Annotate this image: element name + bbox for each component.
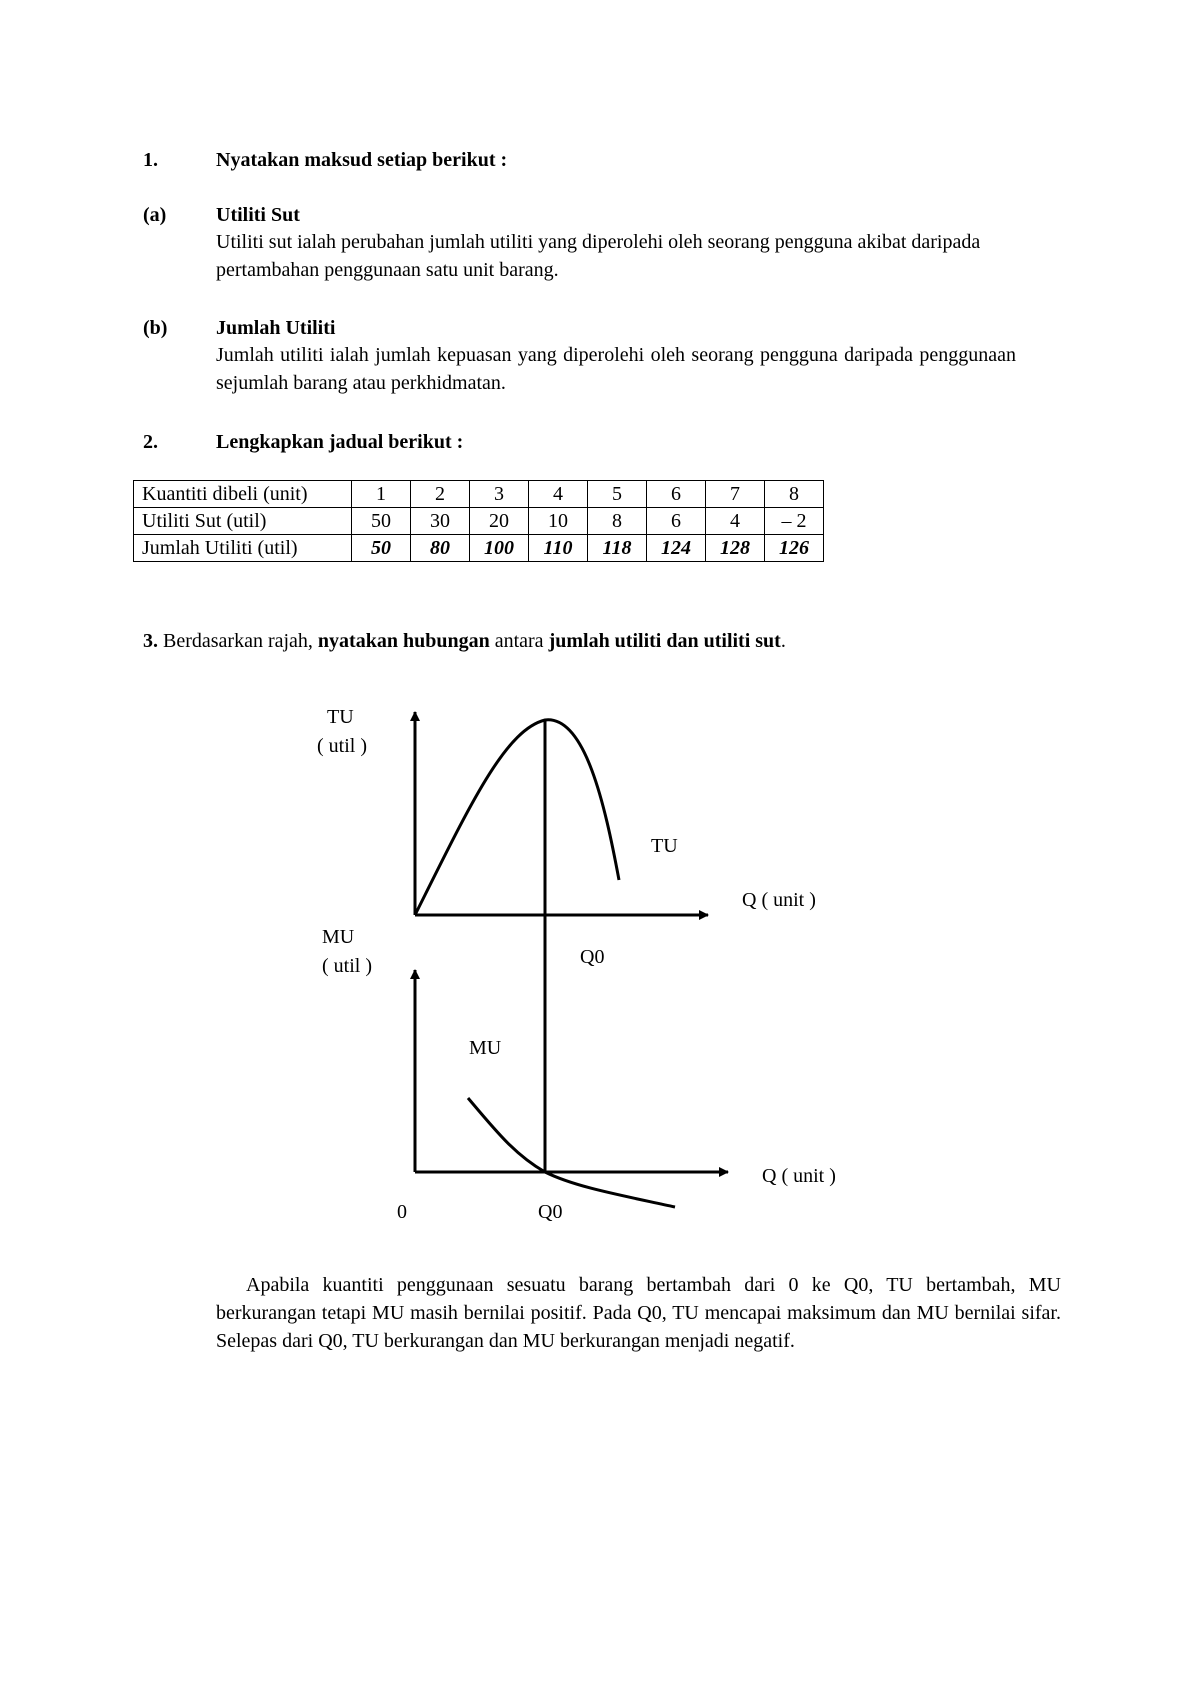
q3-text-part: Berdasarkan rajah, (158, 630, 318, 652)
table-cell: 5 (588, 481, 647, 508)
table-cell: 30 (411, 508, 470, 535)
mu-curve (468, 1098, 675, 1207)
table-cell: 110 (529, 535, 588, 562)
table-cell: 6 (647, 481, 706, 508)
q3-text-part: antara (489, 630, 549, 652)
q2-heading: Lengkapkan jadual berikut : (216, 431, 464, 453)
table-cell: 100 (470, 535, 529, 562)
table-cell: 128 (706, 535, 765, 562)
q1b-label: (b) (143, 317, 168, 339)
tu-curve (415, 720, 619, 915)
table-cell: 50 (352, 535, 411, 562)
table-cell: 50 (352, 508, 411, 535)
table-cell: 2 (411, 481, 470, 508)
mu-curve-label: MU (469, 1037, 502, 1059)
q-axis-label-top: Q ( unit ) (742, 889, 816, 911)
q1-number: 1. (143, 149, 158, 171)
q1a-title: Utiliti Sut (216, 204, 300, 226)
q-axis-label-bottom: Q ( unit ) (762, 1165, 836, 1187)
row-label: Jumlah Utiliti (util) (134, 535, 352, 562)
table-cell: 1 (352, 481, 411, 508)
table-cell: – 2 (765, 508, 824, 535)
table-cell: 6 (647, 508, 706, 535)
q3-number: 3. (143, 630, 158, 652)
table-cell: 4 (529, 481, 588, 508)
q3-text-bold: nyatakan hubungan (317, 630, 490, 652)
tu-axis-label: TU (327, 706, 354, 728)
tu-curve-label: TU (651, 835, 678, 857)
q1a-definition: Utiliti sut ialah perubahan jumlah utiliti yang diperolehi oleh seorang pengguna akibat daripada pertambahan penggunaan satu unit barang. (216, 231, 981, 281)
q1-heading: Nyatakan maksud setiap berikut : (216, 149, 508, 171)
table-cell: 8 (765, 481, 824, 508)
table-cell: 124 (647, 535, 706, 562)
table-cell: 3 (470, 481, 529, 508)
row-label: Kuantiti dibeli (unit) (134, 481, 352, 508)
table-cell: 8 (588, 508, 647, 535)
mu-axis-label: MU (322, 926, 355, 948)
table-cell: 7 (706, 481, 765, 508)
q2-number: 2. (143, 431, 158, 453)
table-cell: 80 (411, 535, 470, 562)
q0-label-bottom: Q0 (538, 1201, 563, 1223)
q1b-title: Jumlah Utiliti (216, 317, 336, 339)
q1a-label: (a) (143, 204, 167, 226)
q3-text-bold: jumlah utiliti dan utiliti sut (548, 630, 781, 652)
row-label: Utiliti Sut (util) (134, 508, 352, 535)
table-cell: 4 (706, 508, 765, 535)
q0-label-top: Q0 (580, 946, 605, 968)
origin-label: 0 (397, 1201, 407, 1223)
tu-axis-unit-label: ( util ) (317, 735, 367, 757)
table-cell: 20 (470, 508, 529, 535)
q3-text-part: . (780, 630, 786, 652)
table-cell: 118 (588, 535, 647, 562)
table-cell: 126 (765, 535, 824, 562)
q1b-definition: Jumlah utiliti ialah jumlah kepuasan yang diperolehi oleh seorang pengguna daripada penggunaan sejumlah barang atau perkhidmatan. (216, 344, 1016, 394)
q3-answer: Apabila kuantiti penggunaan sesuatu barang bertambah dari 0 ke Q0, TU bertambah, MU berkurangan tetapi MU masih bernilai positif. Pada Q0, TU mencapai maksimum dan MU bernilai sifar. Selepas dari Q0, TU berkurangan dan MU berkurangan menjadi negatif. (216, 1274, 1061, 1352)
table-cell: 10 (529, 508, 588, 535)
mu-axis-unit-label: ( util ) (322, 955, 372, 977)
